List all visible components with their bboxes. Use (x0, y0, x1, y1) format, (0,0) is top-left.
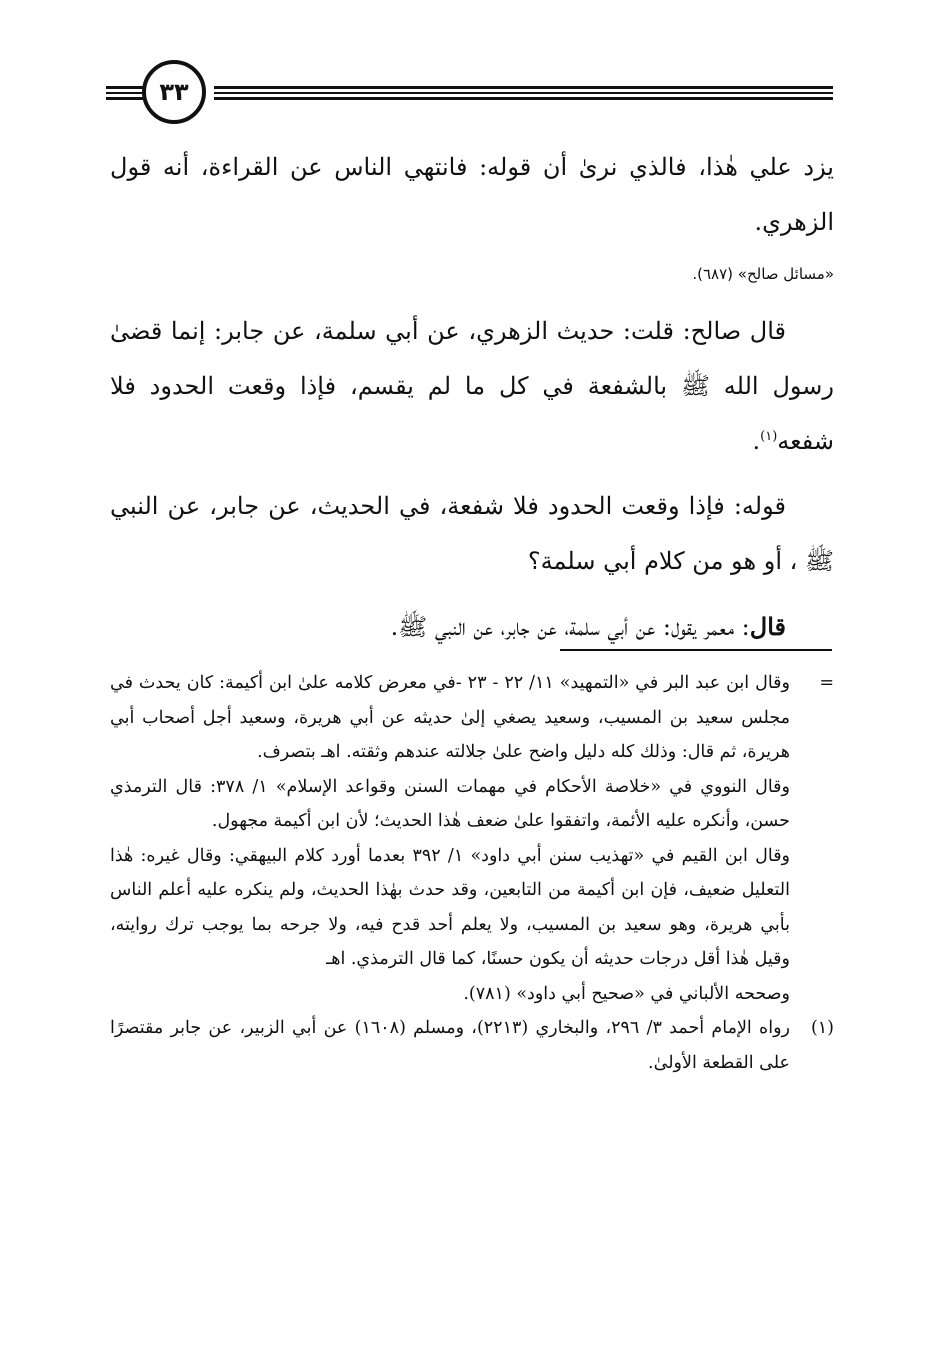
footnotes (110, 666, 834, 1080)
footnote-text-2: وقال النووي في «خلاصة الأحكام في مهمات السنن وقواعد الإسلام» ١/ ٣٧٨: قال الترمذي حسن، وأنكره عليه الأئمة، واتفقوا علىٰ ضعف هٰذا الحديث؛ لأن ابن أكيمة مجهول. (110, 776, 790, 831)
paragraph-3: قوله: فإذا وقعت الحدود فلا شفعة، في الحديث، عن جابر، عن النبي ﷺ ، أو هو من كلام أبي سلمة؟ (110, 492, 834, 575)
footnote-1-text: رواه الإمام أحمد ٣/ ٢٩٦، والبخاري (٢٢١٣)، ومسلم (١٦٠٨) عن أبي الزبير، عن جابر مقتصرًا على القطعة الأولىٰ. (110, 1018, 790, 1073)
continuation-marker: = (819, 673, 834, 693)
paragraph-2-end: . (752, 427, 761, 455)
footnote-paragraph-2 (110, 770, 834, 839)
header-rule-right (214, 86, 833, 100)
footnote-paragraph-3 (110, 839, 834, 977)
page-number: ٣٣ (159, 78, 189, 106)
paragraph-2 (110, 304, 834, 469)
paragraph-4 (110, 599, 834, 655)
footnote-continuation (110, 666, 834, 770)
paragraph-4-text: : معمر يقول: عن أبي سلمة، عن جابر، عن النبي ﷺ. (390, 613, 750, 641)
footnote-ref-1[interactable]: (١) (760, 429, 778, 444)
source-reference: «مسائل صالح» (٦٨٧). (692, 265, 834, 283)
footnote-text-1: وقال ابن عبد البر في «التمهيد» ١١/ ٢٢ - ٢٣ -في معرض كلامه علىٰ ابن أكيمة: كان يحدث في مجلس سعيد بن المسيب، وسعيد يصغي إلىٰ حديثه عن أبي هريرة، وسعيد أجل أصحاب أبي هريرة، ثم قال: وذلك كله دليل واضح علىٰ جلالته عندهم وثقته. اهـ بتصرف. (110, 673, 790, 762)
footnote-1 (110, 1011, 834, 1080)
footnote-text-3: وقال ابن القيم في «تهذيب سنن أبي داود» ١/ ٣٩٢ بعدما أورد كلام البيهقي: وقال غيره: هٰذا التعليل ضعيف، فإن ابن أكيمة من التابعين، وقد حدث بهٰذا الحديث، ولم ينكره عليه أعلم الناس بأبي هريرة، وهو سعيد بن المسيب، ولا يعلم أحد قدح فيه، ولا جرحه بما يوجب ترك روايته، وقيل هٰذا أقل درجات حديثه أن يكون حسنًا، كما قال الترمذي. اهـ (110, 845, 791, 969)
paragraph-2-text: قال صالح: قلت: حديث الزهري، عن أبي سلمة، عن جابر: إنما قضىٰ رسول الله ﷺ بالشفعة في كل ما لم يقسم، فإذا وقعت الحدود فلا شفعه (110, 317, 834, 455)
footnote-separator (560, 649, 832, 651)
paragraph-1: يزد علي هٰذا، فالذي نرىٰ أن قوله: فانتهي الناس عن القراءة، أنه قول الزهري. (110, 153, 834, 236)
footnote-paragraph-4 (110, 977, 834, 1012)
main-text (110, 140, 834, 655)
footnote-text-4: وصححه الألباني في «صحيح أبي داود» (٧٨١). (463, 983, 790, 1004)
paragraph-4-lead: قال (749, 612, 786, 641)
header-rule-left (106, 86, 146, 100)
page-number-badge (142, 60, 206, 124)
footnote-1-marker: (١) (810, 1018, 834, 1038)
